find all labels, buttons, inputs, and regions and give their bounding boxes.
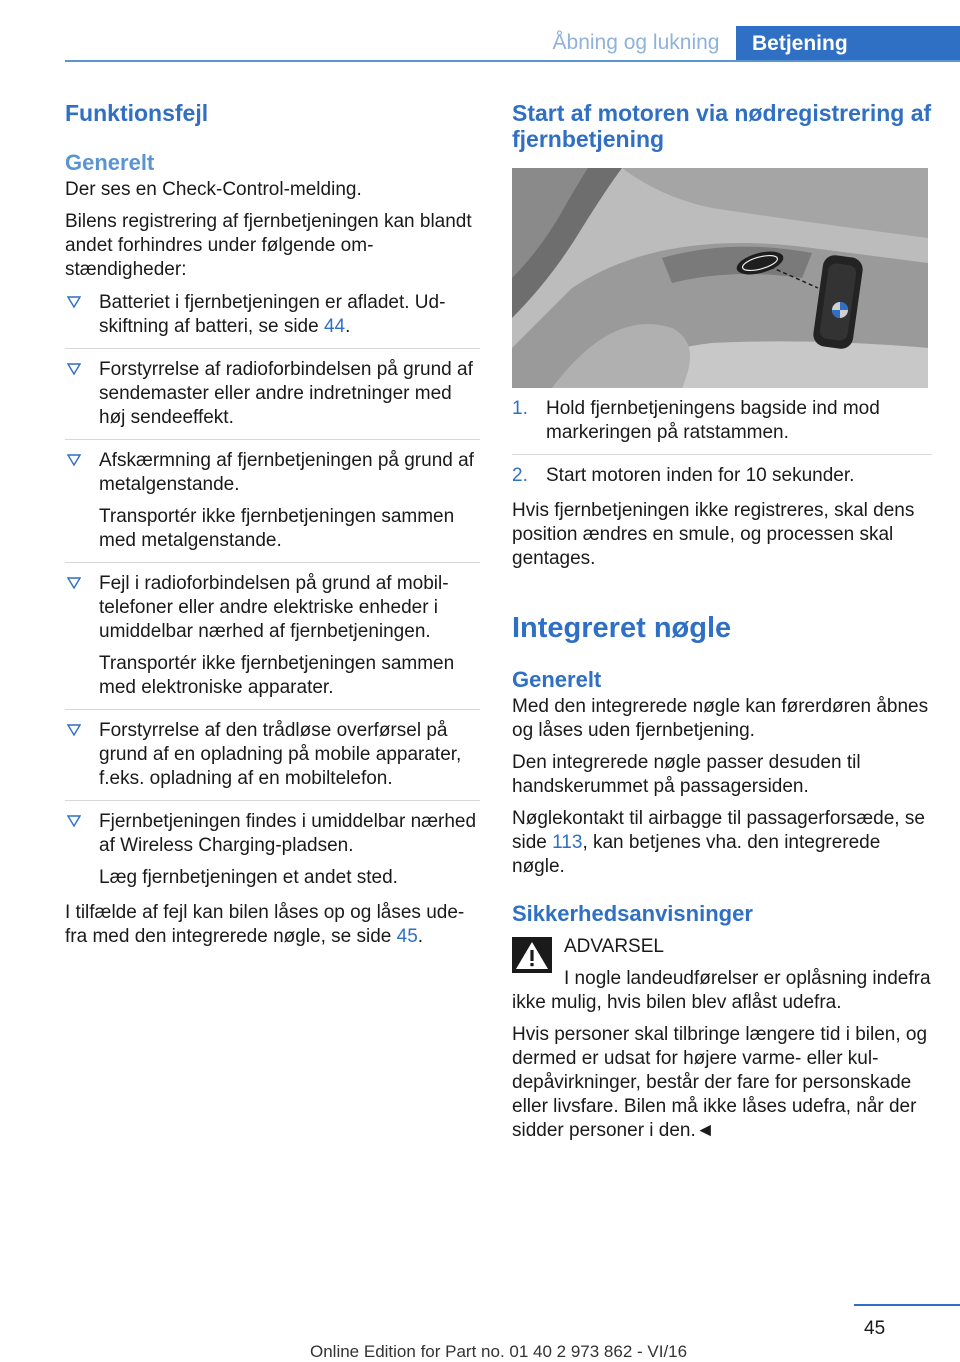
step-number: 2. [512, 465, 528, 486]
bullet-subtext: Transportér ikke fjernbetjeningen sammen med metalgenstande. [99, 506, 455, 551]
subheading-generelt-2: Generelt [512, 667, 602, 692]
bullet-text: Forstyrrelse af radioforbindelsen på grund af sendemaster eller andre indretninger med høj sendeeffekt. [99, 359, 473, 428]
warning-block [512, 935, 932, 1015]
closing-after: . [417, 926, 424, 947]
paragraph: Der ses en Check-Control-melding. [65, 179, 362, 200]
paragraph-text: Nøglekontakt til airbagge til passagerforsæde, se side [512, 808, 925, 853]
paragraph: Den integrerede nøgle passer desuden til handskerummet på passagersiden. [512, 752, 861, 797]
paragraph: Bilens registrering af fjernbetjeningen kan blandt andet forhindres under følgende omstændigheder: [65, 211, 472, 280]
bullet-item [65, 572, 480, 710]
subheading-generelt: Generelt [65, 150, 155, 175]
section-heading-funktionsfejl: Funktionsfejl [65, 100, 209, 126]
bullet-text: Batteriet i fjernbetjeningen er afladet. Udskiftning af batteri, se side 44. [99, 292, 446, 337]
step-item [512, 397, 932, 455]
closing-text: I tilfælde af fejl kan bilen låses op og låses udefra med den integrerede nøgle, se side [65, 902, 465, 947]
bullet-item [65, 449, 480, 563]
triangle-bullet-icon [67, 362, 81, 376]
triangle-bullet-icon [67, 576, 81, 590]
page-link-113[interactable]: 113 [552, 832, 583, 853]
bullet-subtext: Læg fjernbetjeningen et andet sted. [99, 867, 398, 888]
step-text: Hold fjernbetjeningens bagside ind mod markeringen på ratstammen. [546, 398, 880, 443]
triangle-bullet-icon [67, 295, 81, 309]
steering-column-key-photo [512, 168, 928, 388]
header-tab-betjening: Betjening [736, 26, 960, 62]
right-column [512, 100, 932, 1143]
warning-title: ADVARSEL [564, 936, 664, 957]
paragraph [512, 807, 932, 879]
bullet-item [65, 810, 480, 899]
bullet-list [65, 291, 480, 899]
bullet-item [65, 291, 480, 349]
bullet-item [65, 358, 480, 440]
header-tab-aabning-og-lukning: Åbning og lukning [552, 31, 720, 54]
page-link-44[interactable]: 44 [323, 316, 346, 337]
paragraph: Med den integrerede nøgle kan førerdøren åbnes og låses uden fjernbetjening. [512, 696, 929, 741]
step-list [512, 397, 932, 497]
step-number: 1. [512, 398, 528, 419]
closing-paragraph [65, 901, 480, 949]
bullet-subtext: Transportér ikke fjernbetjeningen sammen med elektroniske apparater. [99, 653, 455, 698]
bullet-item [65, 719, 480, 801]
paragraph-after: , kan betjenes vha. den integrerede nøgle. [512, 832, 881, 877]
bullet-text: Fejl i radioforbindelsen på grund af mobiltelefoner eller andre elektriske enheder i umiddelbar nærhed af fjernbetjeningen. [99, 573, 449, 642]
warning-paragraph: Hvis personer skal tilbringe længere tid i bilen, og dermed er udsat for højere varme- eller kuldepåvirkninger, består der fare for personskade eller livsfare. Bilen må ikke låses udefra, når der sidder personer i den.◄ [512, 1024, 928, 1141]
triangle-bullet-icon [67, 723, 81, 737]
warning-text: I nogle landeudførelser er oplåsning indefra ikke mulig, hvis bilen blev aflåst udefra. [512, 968, 931, 1013]
page-number: 45 [864, 1318, 886, 1339]
step-item [512, 464, 932, 497]
warning-triangle-icon [512, 937, 552, 973]
bullet-text: Fjernbetjeningen findes i umiddelbar nærhed af Wireless Charging-pladsen. [99, 811, 477, 856]
triangle-bullet-icon [67, 453, 81, 467]
left-column [65, 100, 480, 949]
bullet-text: Afskærmning af fjernbetjeningen på grund af metalgenstande. [99, 450, 474, 495]
section-heading-integreret-noegle: Integreret nøgle [512, 612, 732, 644]
footer-rule [854, 1304, 960, 1306]
page-header [0, 0, 960, 62]
paragraph: Hvis fjernbetjeningen ikke registreres, skal dens position ændres en smule, og processen skal gentages. [512, 500, 915, 569]
section-heading-start-af-motoren: Start af motoren via nødregistrering af fjernbetjening [512, 100, 932, 152]
bullet-text: Forstyrrelse af den trådløse overførsel på grund af en opladning på mobile apparater, f.eks. opladning af en mobiltelefon. [99, 720, 462, 789]
footer-edition: Online Edition for Part no. 01 40 2 973 862 - VI/16 [310, 1342, 688, 1361]
header-rule [65, 60, 960, 62]
step-text: Start motoren inden for 10 sekunder. [546, 465, 855, 486]
subheading-sikkerhedsanvisninger: Sikkerhedsanvisninger [512, 901, 753, 926]
triangle-bullet-icon [67, 814, 81, 828]
page-link-45[interactable]: 45 [396, 926, 418, 947]
